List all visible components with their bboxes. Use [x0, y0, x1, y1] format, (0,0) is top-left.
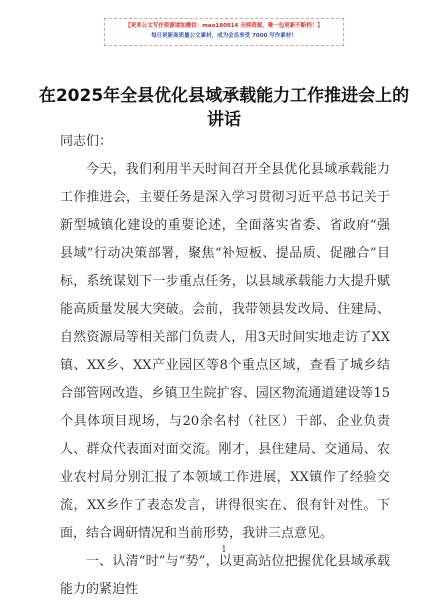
promo-banner	[104, 18, 344, 46]
document-body	[60, 128, 390, 604]
promo-banner-line-1: 【更多公文写作资源请加微信：mao180914 全网资源，唯一包更新不断档！】	[125, 23, 323, 29]
promo-banner-line-2: 每日更新高质量公文素材，成为会员享受 7000 写作素材！	[151, 33, 297, 39]
salutation: 同志们：	[60, 134, 113, 149]
page-title: 在2025年全县优化县域承载能力工作推进会上的讲话	[38, 86, 410, 130]
section-heading-1: 一、认清“时”与“势”，以更高站位把握优化县域承载能力的紧迫性	[60, 554, 390, 597]
body-paragraph-intro: 今天，我们利用半天时间召开全县优化县域承载能力工作推进会，主要任务是深入学习贯彻习近平总书记关于新型城镇化建设的重要论述，全面落实省委、省政府“强县域”行动决策部署，聚焦“补短板、提品质、促融合”目标，系统谋划下一步重点任务，以县域承载能力大提升赋能高质量发展大突破。会前，我带领县发改局、住建局、自然资源局等相关部门负责人，用3天时间实地走访了XX镇、XX乡、XX产业园区等8个重点区域，查看了城乡结合部管网改造、乡镇卫生院扩容、园区物流通道建设等15个具体项目现场，与20余名村（社区）干部、企业负责人、群众代表面对面交流。刚才，县住建局、交通局、农业农村局分别汇报了本领域工作进展，XX镇作了经验交流，XX乡作了表态发言，讲得很实在、很有针对性。下面，结合调研情况和当前形势，我讲三点意见。	[60, 162, 390, 541]
page-number: 1	[221, 545, 227, 555]
